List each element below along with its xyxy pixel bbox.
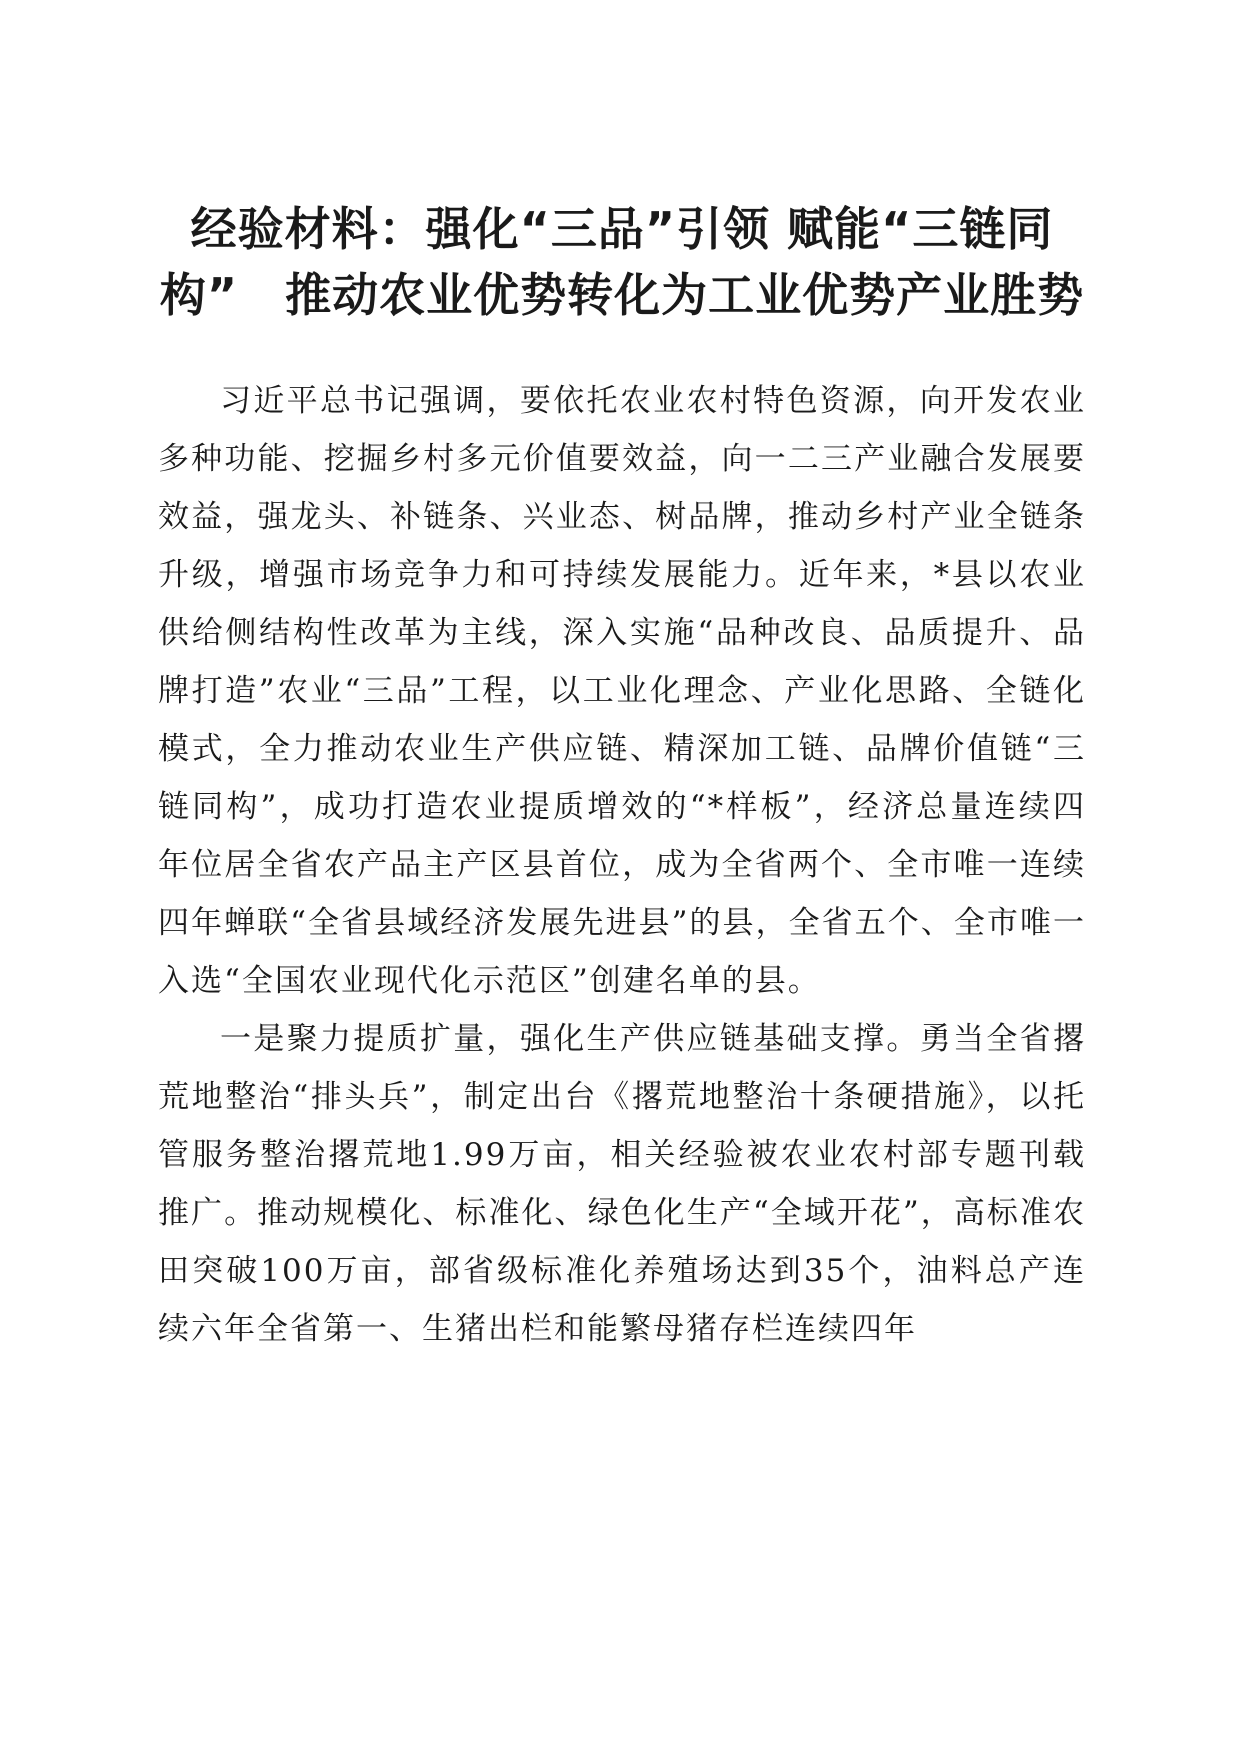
document-page [158, 196, 1086, 1358]
document-title [158, 196, 1086, 328]
paragraph-intro: 习近平总书记强调，要依托农业农村特色资源，向开发农业多种功能、挖掘乡村多元价值要效益，向一二三产业融合发展要效益，强龙头、补链条、兴业态、树品牌，推动乡村产业全链条升级，增强市场竞争力和可持续发展能力。近年来，*县以农业供给侧结构性改革为主线，深入实施“品种改良、品质提升、品牌打造”农业“三品”工程，以工业化理念、产业化思路、全链化模式，全力推动农业生产供应链、精深加工链、品牌价值链“三链同构”，成功打造农业提质增效的“*样板”，经济总量连续四年位居全省农产品主产区县首位，成为全省两个、全市唯一连续四年蝉联“全省县域经济发展先进县”的县，全省五个、全市唯一入选“全国农业现代化示范区”创建名单的县。 [158, 383, 1086, 999]
title-line-1: 经验材料：强化“三品”引领 赋能“三链同 [190, 202, 1054, 256]
paragraph-point-1: 一是聚力提质扩量，强化生产供应链基础支撑。勇当全省撂荒地整治“排头兵”，制定出台《撂荒地整治十条硬措施》，以托管服务整治撂荒地1.99万亩，相关经验被农业农村部专题刊载推广。推动规模化、标准化、绿色化生产“全域开花”，高标准农田突破100万亩，部省级标准化养殖场达到35个，油料总产连续六年全省第一、生猪出栏和能繁母猪存栏连续四年 [158, 1021, 1086, 1347]
title-line-2: 构” 推动农业优势转化为工业优势产业胜势 [159, 268, 1085, 322]
document-body [158, 372, 1086, 1358]
